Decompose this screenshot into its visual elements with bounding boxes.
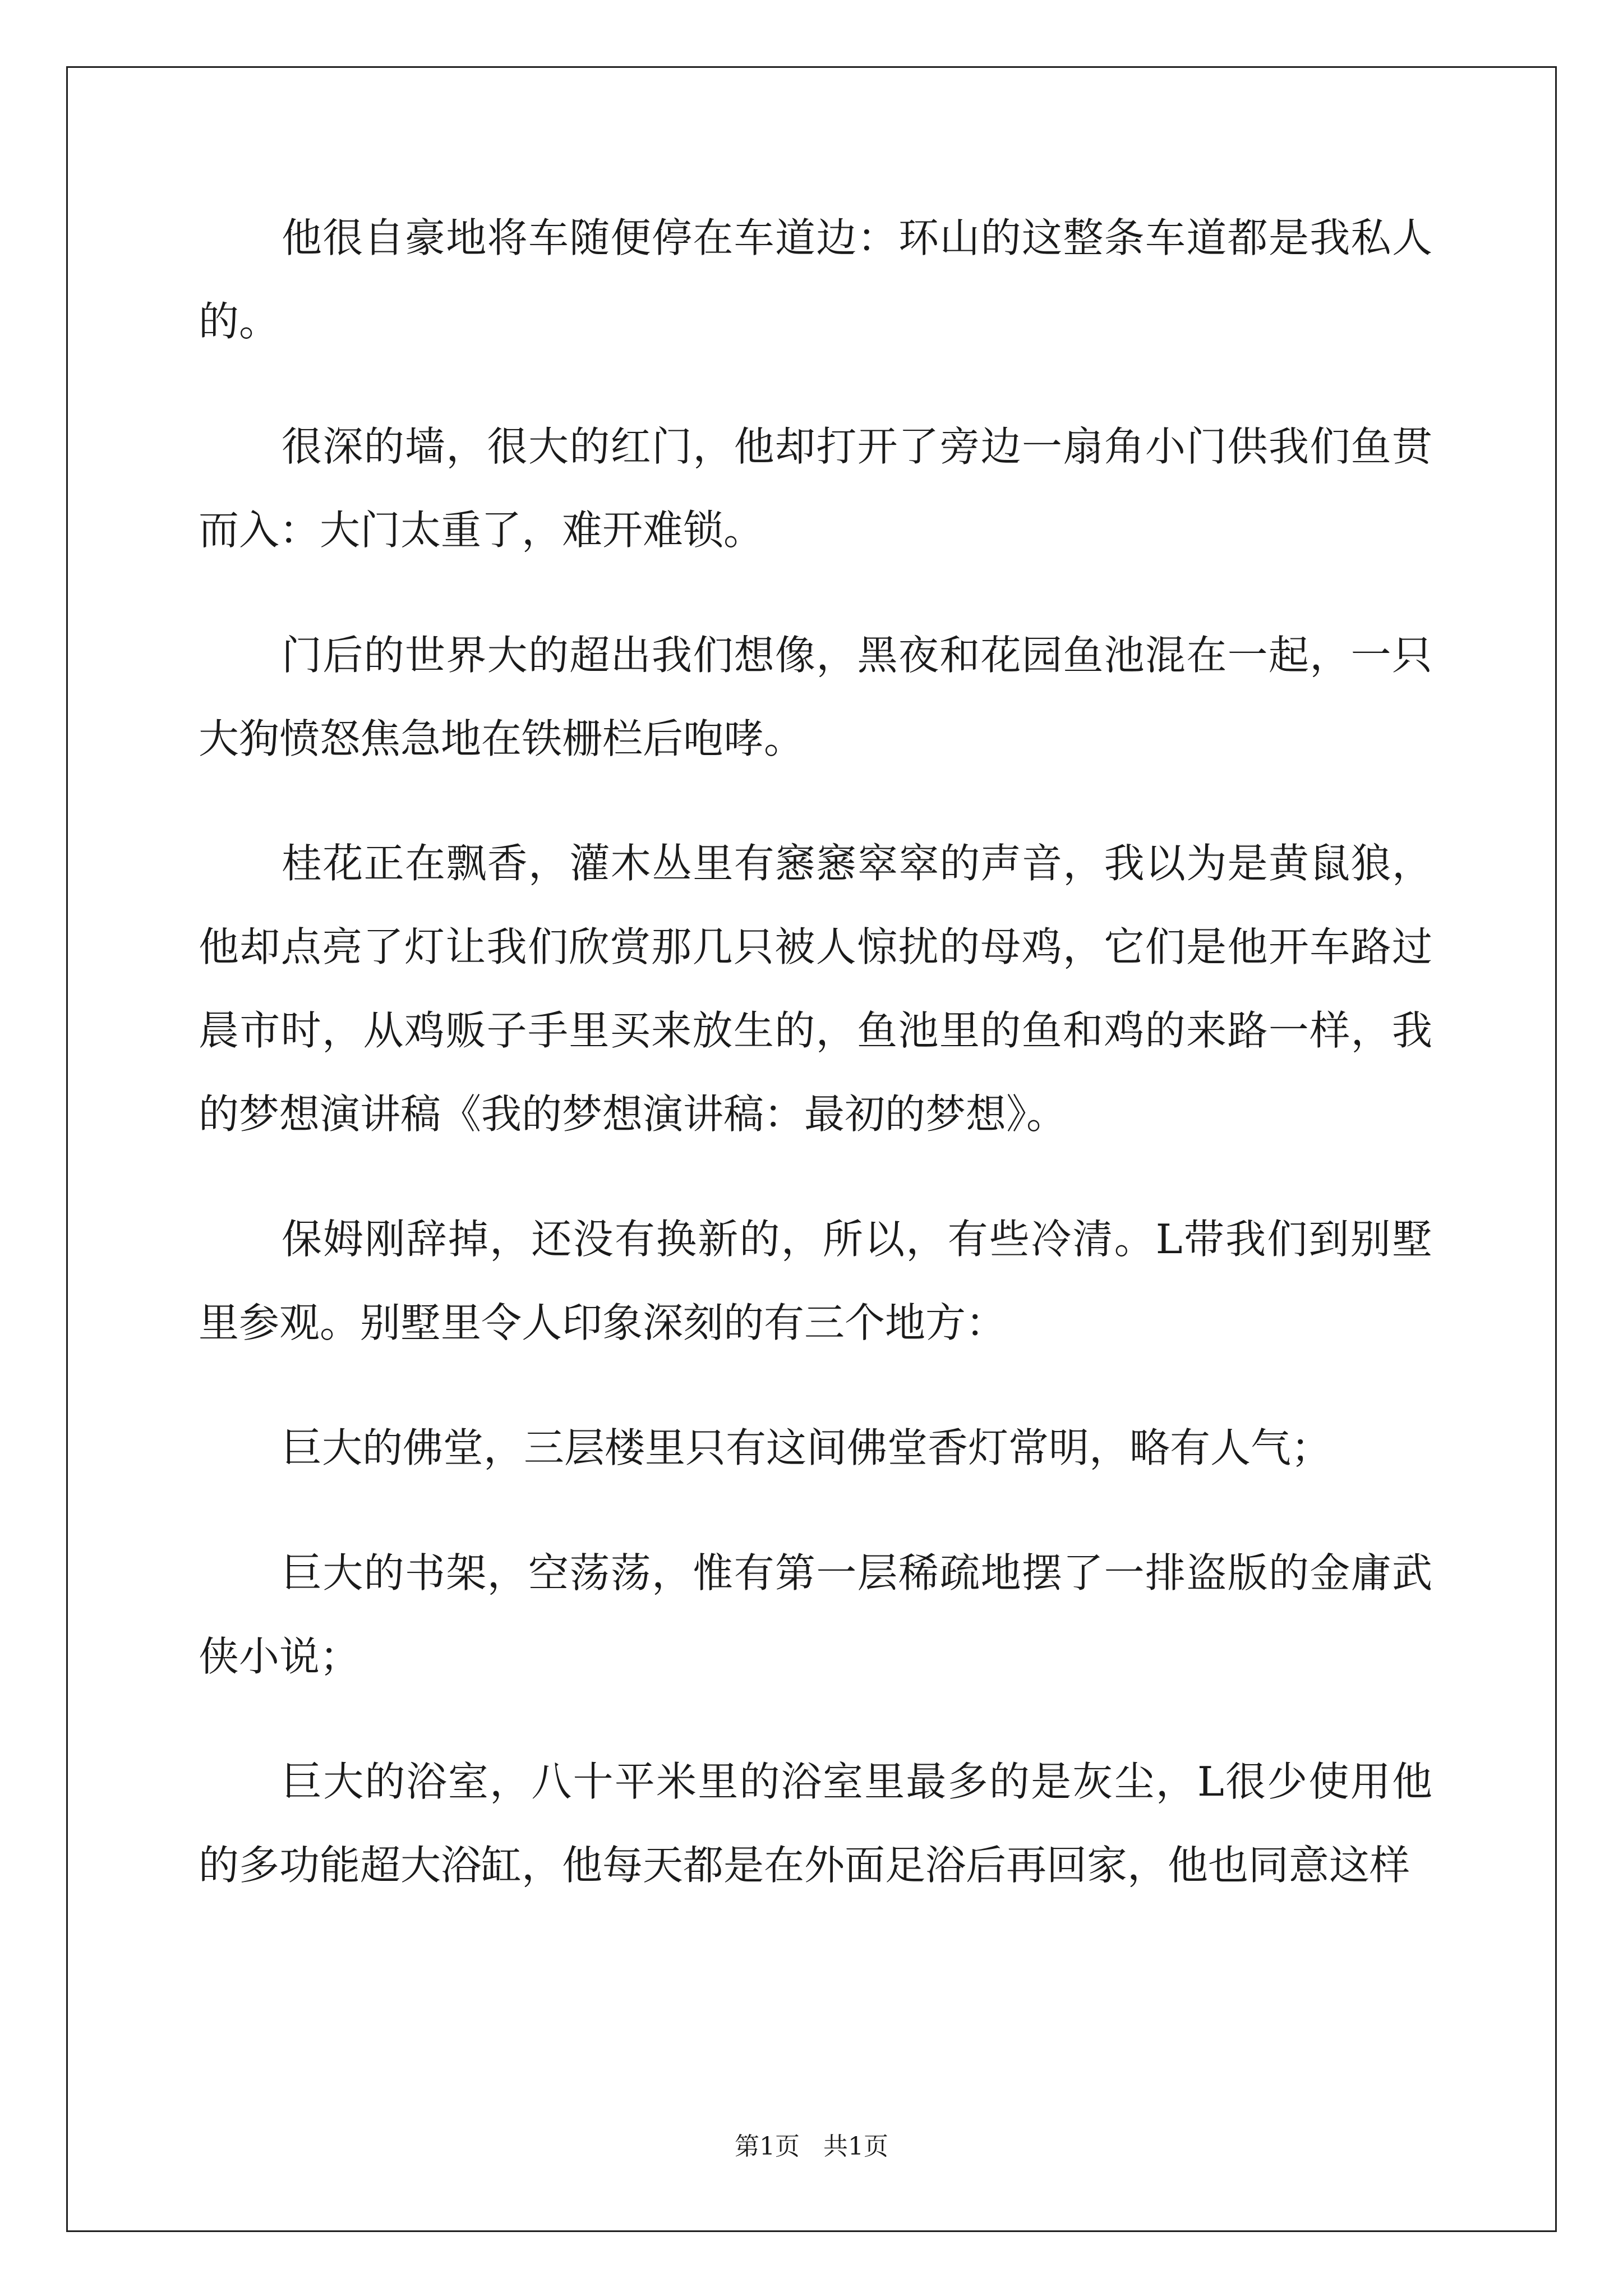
paragraph-8: 巨大的浴室，八十平米里的浴室里最多的是灰尘，L很少使用他的多功能超大浴缸，他每天都是在外面足浴后再回家，他也同意这样: [199, 1757, 1432, 1889]
paragraph-5: 保姆刚辞掉，还没有换新的，所以，有些冷清。L带我们到别墅里参观。别墅里令人印象深刻的有三个地方：: [199, 1216, 1432, 1346]
paragraph-6: 巨大的佛堂，三层楼里只有这间佛堂香灯常明，略有人气；: [282, 1424, 1332, 1471]
paragraph-3: 门后的世界大的超出我们想像，黑夜和花园鱼池混在一起，一只大狗愤怒焦急地在铁栅栏后咆哮。: [199, 631, 1432, 762]
paragraph-2: 很深的墙，很大的红门，他却打开了旁边一扇角小门供我们鱼贯而入：大门太重了，难开难锁。: [199, 422, 1432, 554]
document-body: [199, 196, 1432, 1948]
paragraph-4: 桂花正在飘香，灌木丛里有窸窸窣窣的声音，我以为是黄鼠狼，他却点亮了灯让我们欣赏那几只被人惊扰的母鸡，它们是他开车路过晨市时，从鸡贩子手里买来放生的，鱼池里的鱼和鸡的来路一样，我的梦想演讲稿《我的梦想演讲稿：最初的梦想》。: [199, 840, 1432, 1138]
paragraph-7: 巨大的书架，空荡荡，惟有第一层稀疏地摆了一排盗版的金庸武侠小说；: [199, 1549, 1432, 1680]
page-footer: 第1页 共1页: [735, 2132, 888, 2161]
paragraph-1: 他很自豪地将车随便停在车道边：环山的这整条车道都是我私人的。: [199, 214, 1432, 345]
